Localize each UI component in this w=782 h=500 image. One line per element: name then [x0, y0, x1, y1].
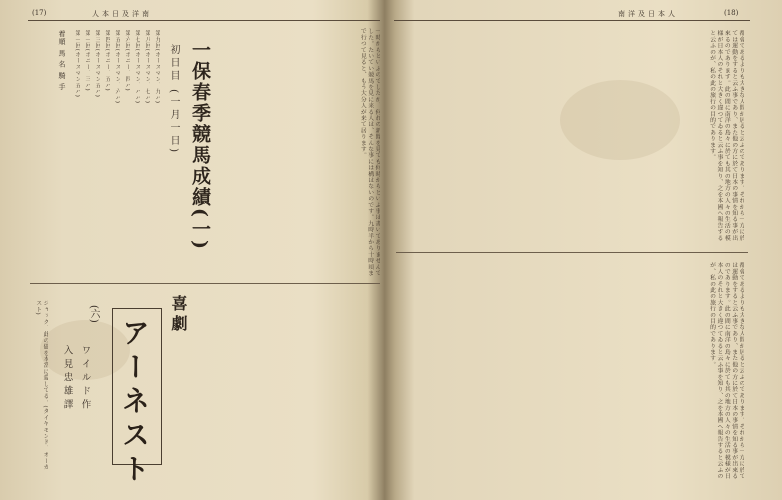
results-line: 第七回(ホースマン、ハハ) [134, 30, 140, 104]
day-heading: 初日目 (一月一日) [168, 44, 179, 155]
section-divider [30, 283, 380, 284]
running-head: 南洋及日本人 [618, 10, 678, 18]
running-head: 人本日及洋南 [92, 10, 152, 18]
results-line: 第四回(ポニー、五ハ) [104, 30, 110, 91]
body-text-upper: 都會であるよりも大きな人間が居ると云ふのであります。それから一方に於ては運動をすると云ふ事であり、また他の方に於て日本の事情を知る事が出來るのであります。此の間に南洋の島々に於ても其の地方の人々の生活の模様が日本人のそれと大きく違つてゐると云ふ事を知り、之を本國へ報告すると云ふのが、私の此の旅行の目的であります。 [708, 30, 744, 241]
body-text-lower: 都會であるよりも大きな人間が居ると云ふのであります。それから一方に於ては運動をすると云ふ事であり、また他の方に於て日本の事情を知る事が出來るのであります。此の間に南洋の島々に於ても其の地方の人々の生活の模様が日本人のそれと大きく違つてゐると云ふ事を知り、之を本國へ報告すると云ふのが、私の此の旅行の目的であります。 [708, 262, 744, 479]
section-divider [396, 252, 748, 253]
page-number: (18) [724, 9, 739, 17]
results-line: 第一回(ホースマン五ハ) [74, 30, 80, 98]
article-body: 一時からといふのでしたが、何れの新聞を見ても何時からといふ事は書いてありませんでした。たいてい競馬を見に来る人は、そんな事には構はないのです。九時半から十時頃まで行つて見ると、もう大分人が来て居ります。 [359, 28, 380, 276]
results-header: 着順 馬 名 騎 手 [58, 30, 66, 91]
page-number: (17) [32, 9, 47, 17]
header-rule [28, 20, 380, 21]
header-rule [394, 20, 750, 21]
left-page [0, 0, 384, 500]
results-line: 第一回(ポニー、三ハ) [84, 30, 90, 91]
genre-label: 喜劇 [169, 295, 188, 335]
character-line: ジャック、此の儘を本當に愛してる。(ダイヤモンド、オーガスト) [34, 300, 48, 470]
results-line: 第五回(ホースマン、六ハ) [114, 30, 120, 104]
results-line: 第六回(ポニー、四ハ) [124, 30, 130, 91]
translator: 入見忠雄譯 [61, 345, 73, 413]
results-line: 第八回(ホースマン、七ハ) [144, 30, 150, 104]
play-title: アーネスト [118, 318, 151, 488]
article-title: 一保春季競馬成績(一) [189, 40, 211, 251]
results-line: 第九回(ホースマン、九ハ) [154, 30, 160, 104]
serial-number: (六) [88, 305, 99, 323]
author: ワイルド作 [79, 345, 91, 413]
results-line: 第三回(ホースマン五ハ) [94, 30, 100, 98]
right-page [388, 0, 782, 500]
